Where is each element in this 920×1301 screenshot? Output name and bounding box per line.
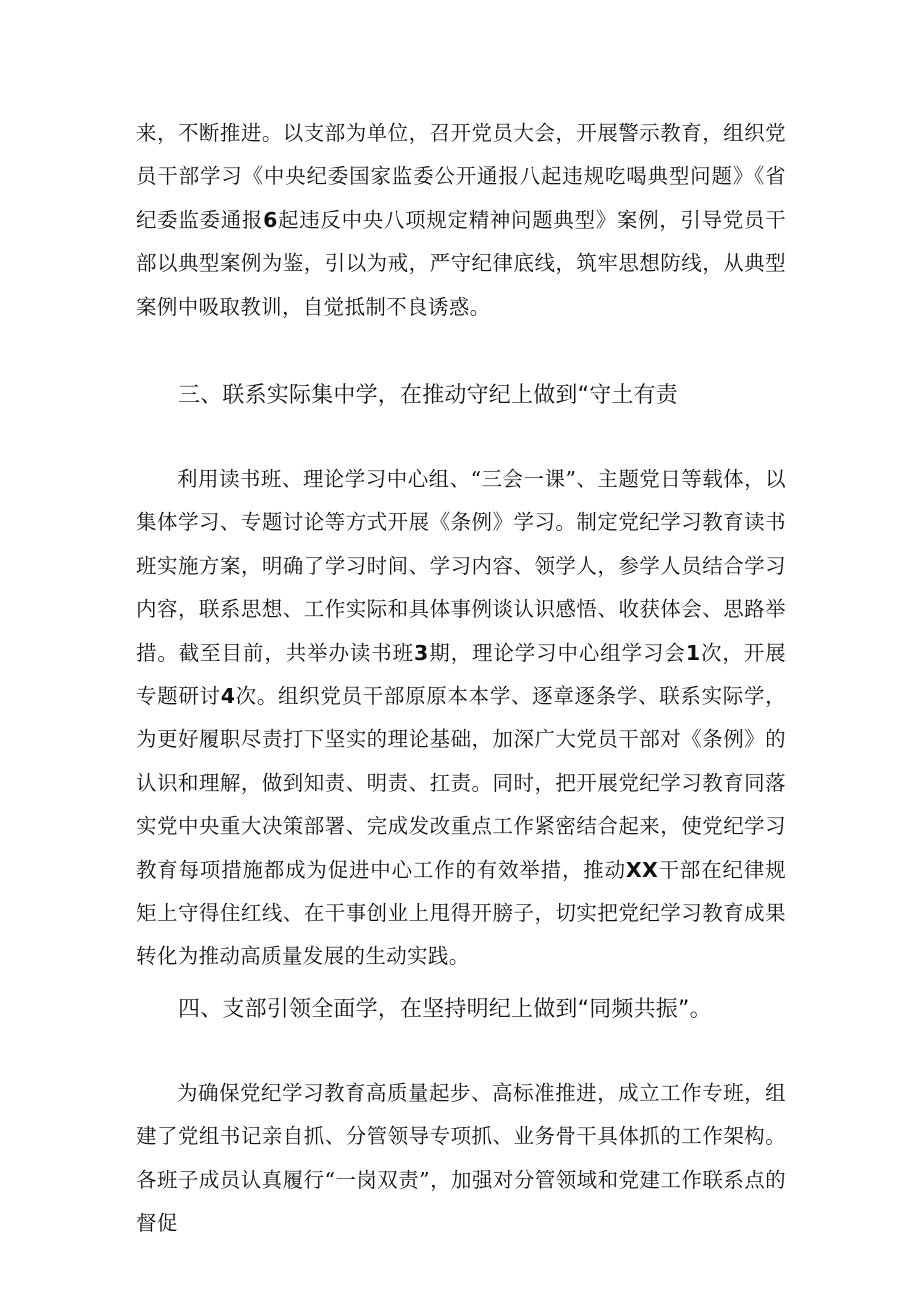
paragraph-text: 次。组织党员干部原原本本学、逐章逐条学、联系实际学，为更好履职尽责打下坚实的理论基础，加深广大党员干部对《条例》的认识和理解，做到知责、明责、扛责。同时，把开展党纪学习教育同落实党中央重大决策部署、完成发改重点工作紧密结合起来，使党纪学习教育每项措施都成为促进中心工作的有效举措，推动 [136, 684, 786, 882]
section-heading-3: 三、联系实际集中学，在推动守纪上做到“守土有责 [178, 383, 678, 408]
number-value: 4 [220, 684, 236, 709]
number-value: 3 [414, 640, 429, 665]
body-paragraph-1 [136, 112, 786, 329]
paragraph-text: 为确保党纪学习教育高质量起步、高标准推进，成立工作专班，组建了党组书记亲自抓、分管领导专项抓、业务骨干具体抓的工作架构。各班子成员认真履行“一岗双责”，加强对分管领域和党建工作联系点的督促 [136, 1081, 786, 1236]
body-paragraph-3 [136, 1072, 786, 1246]
paragraph-text: 期，理论学习中心组学习会 [428, 640, 686, 665]
body-paragraph-2 [136, 458, 786, 979]
section-heading-4: 四、支部引领全面学，在坚持明纪上做到“同频共振”。 [178, 997, 712, 1022]
paragraph-text: 来，不断推进。以支部为单位，召开党员大会，开展警示教育，组织党员干部学习《中央纪委国家监委公开通报八起违规吃喝典型问题》《省纪委监委通报 [136, 121, 786, 232]
number-value: 1 [685, 640, 701, 665]
paragraph-text: 干部在纪律规矩上守得住红线、在干事创业上甩得开膀子，切实把党纪学习教育成果转化为推动高质量发展的生动实践。 [136, 857, 786, 969]
number-value: XX [625, 857, 659, 882]
paragraph-text: 起违反中央八项规定精神问题典型》案例，引导党员干部以典型案例为鉴，引以为戒，严守纪律底线，筑牢思想防线，从典型案例中吸取教训，自觉抵制不良诱惑。 [136, 207, 786, 319]
number-value: 6 [263, 207, 278, 232]
paragraph-text: 次，开展专题研讨 [136, 640, 786, 709]
paragraph-text: 利用读书班、理论学习中心组、“三会一课”、主题党日等载体，以集体学习、专题讨论等方式开展《条例》学习。制定党纪学习教育读书班实施方案，明确了学习时间、学习内容、领学人，参学人员结合学习内容，联系思想、工作实际和具体事例谈认识感悟、收获体会、思路举措。截至目前，共举办读书班 [136, 467, 786, 665]
